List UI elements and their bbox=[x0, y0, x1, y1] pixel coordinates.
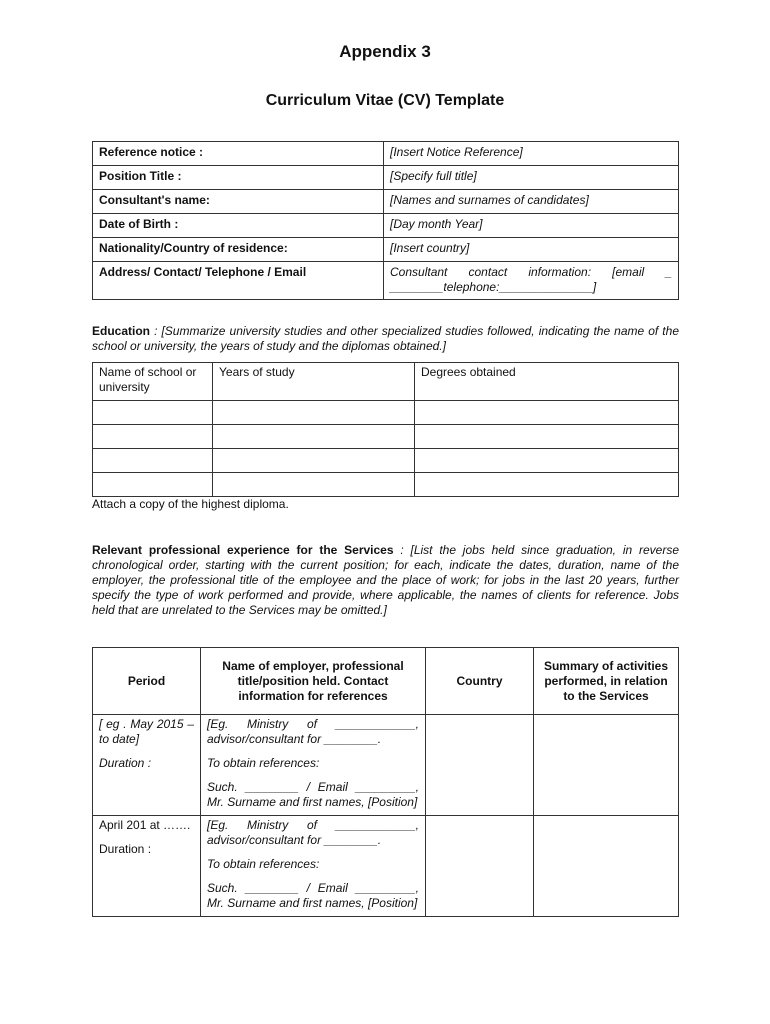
table-row bbox=[93, 425, 679, 449]
summary-cell[interactable] bbox=[534, 816, 679, 917]
period-value: April 201 at ……. bbox=[99, 818, 191, 832]
table-cell[interactable] bbox=[93, 449, 213, 473]
period-value: [ eg . May 2015 – to date] bbox=[99, 717, 194, 746]
document-title: Curriculum Vitae (CV) Template bbox=[265, 92, 505, 109]
contact-label: Address/ Contact/ Telephone / Email bbox=[93, 262, 384, 300]
table-row bbox=[93, 449, 679, 473]
period-cell[interactable] bbox=[93, 715, 201, 816]
position-title-value[interactable]: [Specify full title] bbox=[384, 166, 679, 190]
reference-notice-label: Reference notice : bbox=[93, 142, 384, 166]
experience-table bbox=[92, 647, 679, 917]
appendix-heading: Appendix 3 bbox=[339, 42, 431, 61]
table-row bbox=[93, 473, 679, 497]
reference-notice-value[interactable]: [Insert Notice Reference] bbox=[384, 142, 679, 166]
contact-value[interactable]: Consultant contact information: [email _ ________telephone:______________] bbox=[384, 262, 679, 300]
period-column-header: Period bbox=[93, 648, 201, 715]
reference-contact: Such. ________ / Email _________, Mr. Surname and first names, [Position] bbox=[207, 780, 419, 809]
table-row bbox=[93, 715, 679, 816]
education-description: : [Summarize university studies and other specialized studies followed, indicating the name of the school or university, the years of study and the diplomas obtained.] bbox=[92, 324, 679, 353]
table-cell[interactable] bbox=[415, 473, 679, 497]
personal-info-table bbox=[92, 141, 679, 300]
date-of-birth-value[interactable]: [Day month Year] bbox=[384, 214, 679, 238]
references-label: To obtain references: bbox=[207, 857, 320, 871]
date-of-birth-label: Date of Birth : bbox=[93, 214, 384, 238]
table-cell[interactable] bbox=[213, 449, 415, 473]
period-cell[interactable] bbox=[93, 816, 201, 917]
education-heading: Education bbox=[92, 324, 151, 338]
education-intro bbox=[92, 324, 679, 354]
duration-label: Duration : bbox=[99, 842, 152, 856]
employer-cell[interactable] bbox=[201, 816, 426, 917]
experience-intro bbox=[92, 543, 679, 618]
table-row bbox=[93, 238, 679, 262]
country-cell[interactable] bbox=[426, 715, 534, 816]
reference-contact: Such. ________ / Email _________, Mr. Surname and first names, [Position] bbox=[207, 881, 419, 910]
table-cell[interactable] bbox=[415, 449, 679, 473]
table-cell[interactable] bbox=[93, 425, 213, 449]
table-row bbox=[93, 166, 679, 190]
employer-cell[interactable] bbox=[201, 715, 426, 816]
years-column-header: Years of study bbox=[213, 363, 415, 401]
employer-column-header: Name of employer, professional title/position held. Contact information for references bbox=[201, 648, 426, 715]
position-title-label: Position Title : bbox=[93, 166, 384, 190]
country-column-header: Country bbox=[426, 648, 534, 715]
table-cell[interactable] bbox=[415, 425, 679, 449]
nationality-label: Nationality/Country of residence: bbox=[93, 238, 384, 262]
table-cell[interactable] bbox=[213, 401, 415, 425]
degrees-column-header: Degrees obtained bbox=[415, 363, 679, 401]
consultant-name-label: Consultant's name: bbox=[93, 190, 384, 214]
table-row bbox=[93, 363, 679, 401]
school-column-header: Name of school or university bbox=[93, 363, 213, 401]
summary-column-header: Summary of activities performed, in relation to the Services bbox=[534, 648, 679, 715]
experience-heading: Relevant professional experience for the Services bbox=[92, 543, 394, 557]
table-row bbox=[93, 190, 679, 214]
table-row bbox=[93, 816, 679, 917]
table-row bbox=[93, 142, 679, 166]
nationality-value[interactable]: [Insert country] bbox=[384, 238, 679, 262]
education-table bbox=[92, 362, 679, 497]
experience-description: : [List the jobs held since graduation, in reverse chronological order, starting with the current position; for each, indicate the dates, duration, name of the employer, the professional title of the employee and the place of work; for jobs in the last 20 years, further specify the type of work performed and provide, where applicable, the names of clients for reference. Jobs held that are unrelated to the Services may be omitted.] bbox=[92, 543, 679, 617]
table-cell[interactable] bbox=[213, 425, 415, 449]
table-row bbox=[93, 214, 679, 238]
table-cell[interactable] bbox=[93, 473, 213, 497]
summary-cell[interactable] bbox=[534, 715, 679, 816]
table-cell[interactable] bbox=[93, 401, 213, 425]
duration-label: Duration : bbox=[99, 756, 152, 770]
table-cell[interactable] bbox=[213, 473, 415, 497]
employer-value: [Eg. Ministry of ____________, advisor/consultant for ________. bbox=[207, 818, 419, 847]
diploma-note: Attach a copy of the highest diploma. bbox=[92, 497, 289, 511]
references-label: To obtain references: bbox=[207, 756, 320, 770]
table-row bbox=[93, 401, 679, 425]
table-row bbox=[93, 648, 679, 715]
table-cell[interactable] bbox=[415, 401, 679, 425]
country-cell[interactable] bbox=[426, 816, 534, 917]
consultant-name-value[interactable]: [Names and surnames of candidates] bbox=[384, 190, 679, 214]
table-row bbox=[93, 262, 679, 300]
employer-value: [Eg. Ministry of ____________, advisor/consultant for ________. bbox=[207, 717, 419, 746]
